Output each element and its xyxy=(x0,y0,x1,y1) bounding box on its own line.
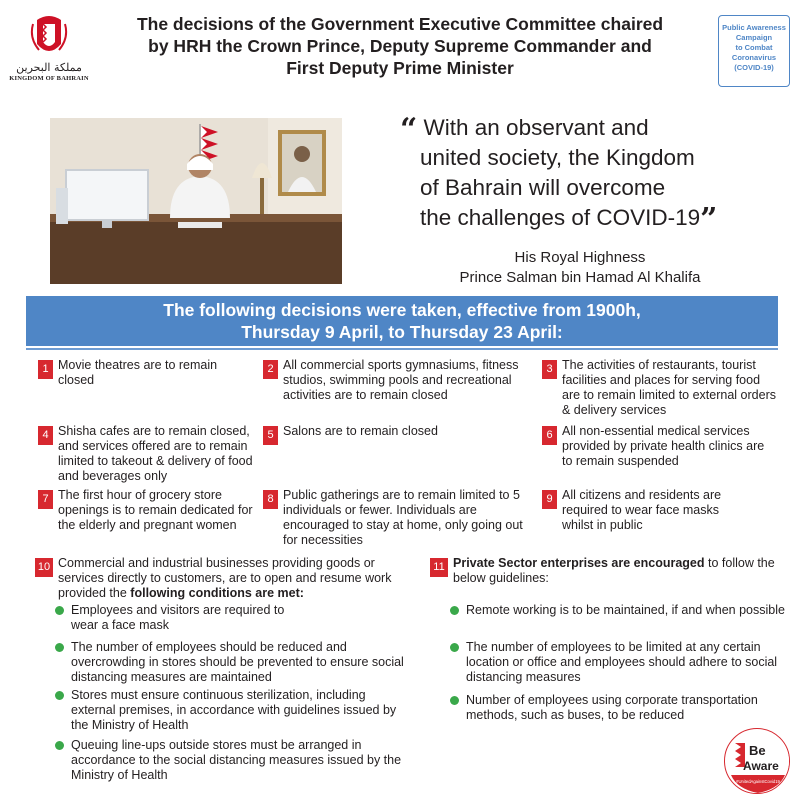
decision-item-2 xyxy=(263,358,523,403)
badge-line: Campaign xyxy=(735,33,773,42)
decision-11-text: to follow the below guidelines: xyxy=(453,556,775,585)
title-line: by HRH the Crown Prince, Deputy Supreme Commander and xyxy=(148,36,652,56)
decision-text: All citizens and residents are required to wear face masks whilst in public xyxy=(562,488,722,532)
decision-text xyxy=(430,556,780,586)
coat-of-arms-icon xyxy=(29,14,69,58)
decisions-banner xyxy=(26,296,778,346)
decision-item-7 xyxy=(38,488,263,533)
quote-line: united society, the Kingdom xyxy=(420,145,695,170)
kingdom-logo xyxy=(8,14,90,82)
quote-text: the challenges of COVID-19 xyxy=(420,205,701,230)
decision-text xyxy=(35,556,420,601)
meeting-photo xyxy=(50,118,342,284)
green-bullet-icon xyxy=(55,691,64,700)
decision-number-badge: 11 xyxy=(430,558,448,577)
decision-item-8 xyxy=(263,488,525,548)
badge-line: Coronavirus xyxy=(731,53,777,62)
green-bullet-icon xyxy=(450,643,459,652)
be-aware-line1: Be xyxy=(749,743,766,758)
decision-item-3 xyxy=(542,358,780,418)
bullet-text: Remote working is to be maintained, if and when possible xyxy=(466,603,785,617)
decision-item-10 xyxy=(35,556,420,601)
decision-text: Movie theatres are to remain closed xyxy=(58,358,218,387)
bullet-text: Queuing line-ups outside stores must be arranged in accordance to the social distancing measures issued by the Ministry of Health xyxy=(71,738,402,782)
open-quote-mark: “ xyxy=(400,112,418,147)
decision-item-5 xyxy=(263,424,523,439)
campaign-badge xyxy=(718,15,790,87)
decision-number-badge: 4 xyxy=(38,426,53,445)
decision-11-bold-text: Private Sector enterprises are encouraged xyxy=(453,556,705,570)
be-aware-hashtag: #UnitedAgainstCovid19 xyxy=(736,779,780,784)
decision-10-bullet-3 xyxy=(55,688,400,733)
attribution-line: His Royal Highness xyxy=(514,249,646,266)
decision-number-badge: 1 xyxy=(38,360,53,379)
quote-text: With an observant and xyxy=(423,115,649,140)
quote-line-1 xyxy=(400,112,780,147)
badge-line: to Combat xyxy=(735,43,773,52)
decision-text: The first hour of grocery store openings is to remain dedicated for the elderly and pregnant women xyxy=(58,488,253,532)
decision-number-badge: 10 xyxy=(35,558,53,577)
title-line: The decisions of the Government Executive Committee chaired xyxy=(136,14,664,34)
decision-number-badge: 5 xyxy=(263,426,278,445)
be-aware-logo xyxy=(724,728,790,794)
decision-number-badge: 6 xyxy=(542,426,557,445)
decision-10-bullet-4 xyxy=(55,738,415,783)
quote-line-4 xyxy=(400,202,780,237)
decision-number-badge: 8 xyxy=(263,490,278,509)
badge-line: Public Awareness xyxy=(722,23,786,32)
attribution-line: Prince Salman bin Hamad Al Khalifa xyxy=(459,269,701,286)
be-aware-emblem-icon xyxy=(725,729,790,794)
bullet-text: Stores must ensure continuous sterilization, including external premises, in accordance with guidelines issued by the Ministry of Health xyxy=(71,688,397,732)
crown-prince-quote xyxy=(400,112,780,237)
decision-number-badge: 9 xyxy=(542,490,557,509)
decision-item-1 xyxy=(38,358,238,388)
page-title xyxy=(100,13,700,79)
decision-11-bullet-3 xyxy=(450,693,760,723)
green-bullet-icon xyxy=(450,606,459,615)
decision-10-bullet-1 xyxy=(55,603,300,633)
green-bullet-icon xyxy=(55,643,64,652)
decision-11-bullet-1 xyxy=(450,603,795,618)
decision-number-badge: 7 xyxy=(38,490,53,509)
decision-text: Shisha cafes are to remain closed, and services offered are to remain limited to takeout & delivery of food and beverages only xyxy=(58,424,253,483)
be-aware-line2: Aware xyxy=(743,759,779,773)
green-bullet-icon xyxy=(450,696,459,705)
decision-item-11 xyxy=(430,556,780,586)
banner-line: Thursday 9 April, to Thursday 23 April: xyxy=(241,322,563,342)
decision-text: All commercial sports gymnasiums, fitness studios, swimming pools and recreational activities are to remain closed xyxy=(283,358,519,402)
decision-10-bullet-2 xyxy=(55,640,420,685)
bullet-text: Employees and visitors are required to wear a face mask xyxy=(71,603,285,632)
decision-number-badge: 2 xyxy=(263,360,278,379)
bullet-text: The number of employees to be limited at any certain location or office and employees should adhere to social distancing measures xyxy=(466,640,778,684)
decision-text: The activities of restaurants, tourist facilities and places for serving food are to remain limited to external orders & delivery services xyxy=(562,358,776,417)
decision-text: All non-essential medical services provided by private health clinics are to remain suspended xyxy=(562,424,765,468)
bullet-text: The number of employees should be reduced and overcrowding in stores should be prevented to ensure social distancing measures are maintained xyxy=(71,640,404,684)
office-scene-illustration xyxy=(50,118,342,284)
green-bullet-icon xyxy=(55,606,64,615)
decision-text: Public gatherings are to remain limited to 5 individuals or fewer. Individuals are encouraged to stay at home, only going out for necessities xyxy=(283,488,523,547)
decision-number-badge: 3 xyxy=(542,360,557,379)
decision-item-4 xyxy=(38,424,263,484)
close-quote-mark: ” xyxy=(700,202,718,237)
logo-arabic-name: مملكة البحرين xyxy=(16,61,82,74)
decision-item-6 xyxy=(542,424,774,469)
banner-line: The following decisions were taken, effective from 1900h, xyxy=(163,300,641,320)
title-line: First Deputy Prime Minister xyxy=(286,58,514,78)
decision-11-bullet-2 xyxy=(450,640,795,685)
bullet-text: Number of employees using corporate transportation methods, such as buses, to be reduced xyxy=(466,693,758,722)
green-bullet-icon xyxy=(55,741,64,750)
decision-text: Salons are to remain closed xyxy=(283,424,438,438)
quote-attribution xyxy=(420,248,740,288)
logo-english-name: KINGDOM OF BAHRAIN xyxy=(9,75,89,82)
badge-line: (COVID-19) xyxy=(734,63,774,72)
quote-line: of Bahrain will overcome xyxy=(420,175,666,200)
decision-item-9 xyxy=(542,488,742,533)
decision-10-bold-text: following conditions are met: xyxy=(130,586,304,600)
banner-underline xyxy=(26,348,778,350)
decision-10-text: Commercial and industrial businesses providing goods or services directly to customers, are to open and resume work provided the xyxy=(58,556,392,600)
